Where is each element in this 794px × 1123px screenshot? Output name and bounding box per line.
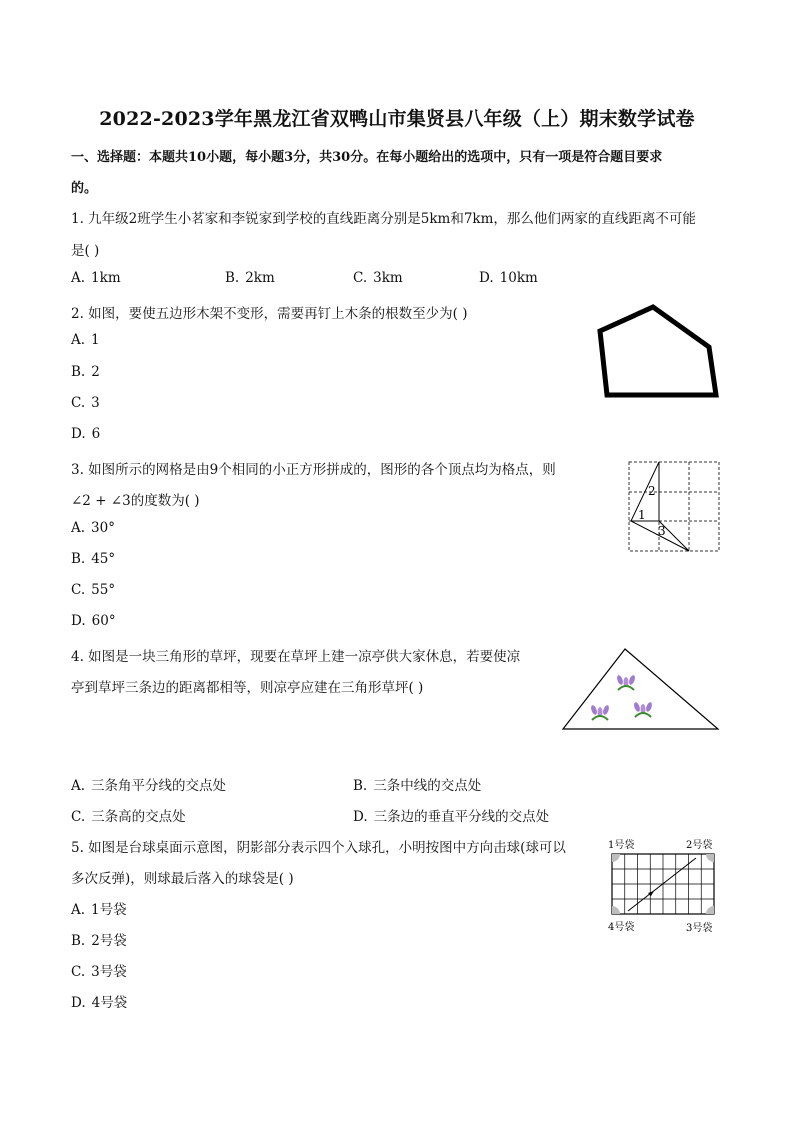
question-4-option-b: B. 三条中线的交点处	[353, 778, 482, 794]
question-4-option-a: A. 三条角平分线的交点处	[71, 778, 227, 794]
question-4-option-c: C. 三条高的交点处	[71, 809, 186, 825]
pentagon-frame	[600, 307, 716, 395]
question-5-option-b: B. 2号袋	[71, 933, 127, 949]
flower-icon	[633, 701, 653, 717]
flower-icon	[616, 674, 636, 690]
pentagon-figure	[596, 303, 720, 399]
question-1-option-c: C. 3km	[353, 270, 403, 286]
question-3-option-c: C. 55°	[71, 582, 116, 598]
question-3-option-b: B. 45°	[71, 551, 116, 567]
dashed-grid	[629, 462, 719, 551]
ball-path-line	[628, 858, 696, 911]
pocket-4-label: 4号袋	[608, 922, 635, 933]
page-title: 2022-2023学年黑龙江省双鸭山市集贤县八年级（上）期末数学试卷	[99, 108, 695, 130]
question-3-stem-line1: 3. 如图所示的网格是由9个相同的小正方形拼成的，图形的各个顶点均为格点，则	[71, 462, 556, 478]
question-1-stem-line1: 1. 九年级2班学生小茗家和李锐家到学校的直线距离分别是5km和7km，那么他们两家的直线距离不可能	[71, 211, 696, 227]
billiard-table-figure	[604, 836, 722, 938]
question-5-option-c: C. 3号袋	[71, 964, 127, 980]
question-2-option-b: B. 2	[71, 364, 100, 380]
question-1-option-d: D. 10km	[479, 270, 538, 286]
grid-angle-figure	[626, 459, 722, 555]
lawn-triangle	[563, 649, 718, 729]
question-5-stem-line2: 多次反弹)，则球最后落入的球袋是( )	[71, 871, 294, 887]
question-3-stem-line2: ∠2 + ∠3的度数为( )	[71, 493, 200, 509]
question-2-option-d: D. 6	[71, 426, 101, 442]
angle-2-label: 2	[648, 484, 656, 498]
question-5-option-a: A. 1号袋	[71, 902, 127, 918]
question-4-stem-line1: 4. 如图是一块三角形的草坪，现要在草坪上建一凉亭供大家休息，若要使凉	[71, 649, 521, 665]
question-2-option-a: A. 1	[71, 332, 100, 348]
angle-3-label: 3	[658, 524, 666, 538]
question-5-stem-line1: 5. 如图是台球桌面示意图，阴影部分表示四个入球孔，小明按图中方向击球(球可以	[71, 840, 566, 856]
triangle-lawn-figure	[560, 646, 722, 732]
section-header-line2: 的。	[71, 181, 98, 196]
question-2-option-c: C. 3	[71, 395, 100, 411]
question-3-option-a: A. 30°	[71, 520, 115, 536]
question-4-stem-line2: 亭到草坪三条边的距离都相等，则凉亭应建在三角形草坪( )	[71, 680, 424, 696]
angle-1-label: 1	[638, 508, 646, 522]
question-1-stem-line2: 是( )	[71, 243, 100, 259]
pocket-2-label: 2号袋	[686, 840, 713, 851]
flower-icon	[590, 704, 610, 720]
question-2-stem: 2. 如图，要使五边形木架不变形，需要再钉上木条的根数至少为( )	[71, 306, 468, 322]
question-5-option-d: D. 4号袋	[71, 995, 128, 1011]
pocket-1-label: 1号袋	[608, 840, 635, 851]
pocket-3-label: 3号袋	[686, 923, 713, 934]
question-1-option-b: B. 2km	[225, 270, 275, 286]
question-4-option-d: D. 三条边的垂直平分线的交点处	[353, 809, 550, 825]
question-3-option-d: D. 60°	[71, 613, 116, 629]
question-1-option-a: A. 1km	[71, 270, 121, 286]
section-header-line1: 一、选择题：本题共10小题，每小题3分，共30分。在每小题给出的选项中，只有一项是符合题目要求	[71, 150, 663, 165]
